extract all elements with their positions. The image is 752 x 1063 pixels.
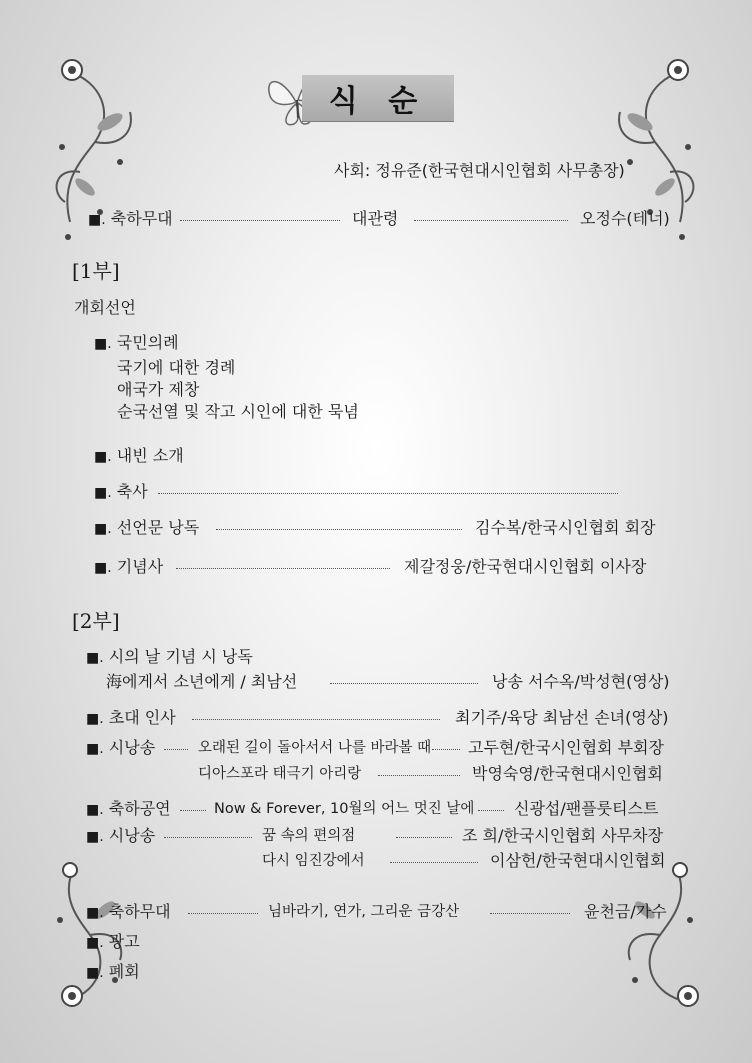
recital2-right: 이삼헌/한국현대시인협회 [490,851,666,870]
performance-right: 신광섭/팬플룻티스트 [514,799,659,818]
congrats-item [94,482,148,503]
closing-item [86,962,140,983]
bullet-icon: ■. [86,965,104,981]
leader-dots [478,810,504,811]
part1-heading: [1부] [72,259,120,283]
bullet-icon: ■. [86,711,104,727]
leader-dots [390,862,478,863]
opening-stage-label: 축하무대 [110,209,173,228]
leader-dots [180,810,206,811]
recital2-right: 조 희/한국시인협회 사무차장 [462,826,664,845]
performance-label: 축하공연 [108,799,171,818]
leader-dots [192,719,440,720]
leader-dots [180,220,340,221]
leader-dots [158,493,618,494]
leader-dots [164,837,252,838]
guests-label: 내빈 소개 [116,446,184,465]
bullet-icon: ■. [86,829,104,845]
leader-dots [330,683,478,684]
ceremony-line: 국기에 대한 경례 [117,358,236,377]
bullet-icon: ■. [86,802,104,818]
host-line: 사회: 정유준(한국현대시인협회 사무총장) [334,161,625,180]
stage-label: 축하무대 [108,902,171,921]
opening-stage-middle: 대관령 [352,209,399,228]
ceremony-line: 애국가 제창 [117,380,200,399]
bullet-icon: ■. [94,449,112,465]
ceremony-item [94,333,179,354]
leader-dots [378,775,460,776]
opening-stage-right: 오정수(테너) [580,209,670,228]
recital2-item [86,826,155,847]
poem-day-sub-left: 海에게서 소년에게 / 최남선 [106,672,298,691]
congrats-label: 축사 [116,482,148,501]
ad-item [86,932,140,953]
declaration-right: 김수복/한국시인협회 회장 [475,518,656,537]
poem-day-sub-right: 낭송 서수옥/박성현(영상) [492,672,670,691]
recital1-middle: 디아스포라 태극기 아리랑 [198,766,362,782]
floral-ornament-bottom-left [40,850,150,1010]
commemoration-right: 제갈정웅/한국현대시인협회 이사장 [404,557,647,576]
leader-dots [216,529,462,530]
floral-ornament-bottom-right [600,850,710,1010]
commemoration-item [94,557,163,578]
declaration-item [94,518,199,539]
bullet-icon: ■. [88,212,106,228]
recital2-middle: 꿈 속의 편의점 [262,828,356,844]
declaration-label: 선언문 낭독 [116,518,200,537]
leader-dots [490,913,570,914]
commemoration-label: 기념사 [116,557,164,576]
opening-declaration: 개회선언 [74,298,136,317]
bullet-icon: ■. [86,905,104,921]
leader-dots [414,220,568,221]
stage-middle: 님바라기, 연가, 그리운 금강산 [268,904,460,920]
page-title: 식 순 [302,74,454,122]
greeting-item [86,708,176,729]
recital1-right: 박영숙영/한국현대시인협회 [472,764,663,783]
bullet-icon: ■. [94,521,112,537]
bullet-icon: ■. [86,741,104,757]
performance-item [86,799,171,820]
leader-dots [164,749,188,750]
closing-label: 폐회 [108,962,140,981]
bullet-icon: ■. [86,935,104,951]
poem-day-label: 시의 날 기념 시 낭독 [108,647,253,666]
bullet-icon: ■. [94,560,112,576]
leader-dots [396,837,452,838]
bullet-icon: ■. [94,336,112,352]
poem-day-item [86,647,253,668]
bullet-icon: ■. [94,485,112,501]
leader-dots [188,913,258,914]
recital2-middle: 다시 임진강에서 [262,853,365,869]
recital1-right: 고두현/한국시인협회 부회장 [468,738,664,757]
recital1-label: 시낭송 [108,738,156,757]
stage-right: 윤천금/가수 [584,902,667,921]
leader-dots [432,749,460,750]
performance-middle: Now & Forever, 10월의 어느 멋진 날에 [214,801,475,817]
ad-label: 광고 [108,932,140,951]
recital2-label: 시낭송 [108,826,156,845]
stage-item [86,902,171,923]
recital1-middle: 오래된 길이 돌아서서 나를 바라볼 때 [198,740,432,756]
greeting-right: 최기주/육당 최남선 손녀(영상) [455,708,669,727]
ceremony-label: 국민의례 [116,333,179,352]
leader-dots [176,568,390,569]
greeting-label: 초대 인사 [108,708,176,727]
part2-heading: [2부] [72,609,120,633]
guests-item [94,446,184,467]
ceremony-line: 순국선열 및 작고 시인에 대한 묵념 [117,402,359,421]
opening-stage-item [88,209,173,230]
bullet-icon: ■. [86,650,104,666]
recital1-item [86,738,155,759]
